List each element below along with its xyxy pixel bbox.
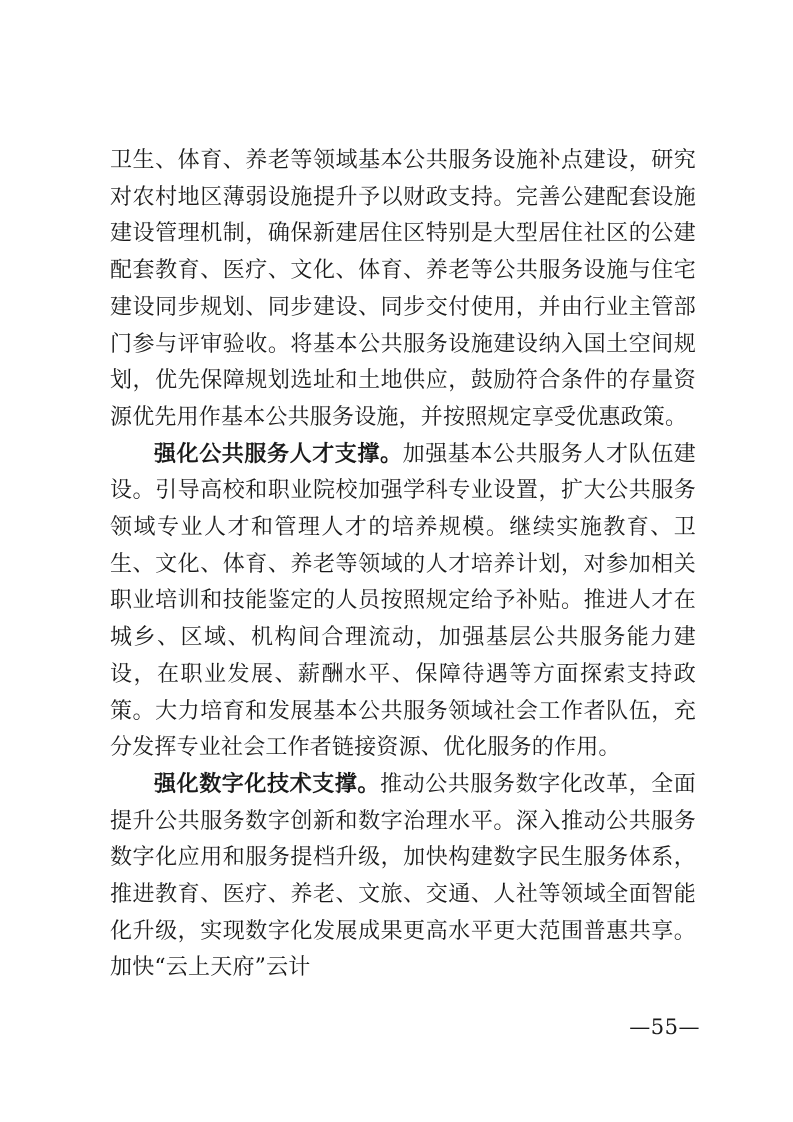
page-number: —55— bbox=[629, 1015, 700, 1039]
paragraph-text: 推动公共服务数字化改革，全面提升公共服务数字创新和数字治理水平。深入推动公共服务数字化应用和服务提档升级，加快构建数字民生服务体系，推进教育、医疗、养老、文旅、交通、人社等领域全面智能化升级，实现数字化发展成果更高水平更大范围普惠共享。加快“云上天府”云计 bbox=[110, 771, 696, 981]
paragraph-text: 加强基本公共服务人才队伍建设。引导高校和职业院校加强学科专业设置，扩大公共服务领域专业人才和管理人才的培养规模。继续实施教育、卫生、文化、体育、养老等领域的人才培养计划，对参加相关职业培训和技能鉴定的人员按照规定给予补贴。推进人才在城乡、区域、机构间合理流动，加强基层公共服务能力建设，在职业发展、薪酬水平、保障待遇等方面探索支持政策。大力培育和发展基本公共服务领域社会工作者队伍，充分发挥专业社会工作者链接资源、优化服务的作用。 bbox=[110, 441, 697, 761]
paragraph-facilities bbox=[110, 143, 696, 437]
paragraph-talent-support bbox=[110, 437, 696, 767]
paragraph-heading: 强化数字化技术支撑。 bbox=[154, 771, 380, 797]
paragraph-text: 卫生、体育、养老等领域基本公共服务设施补点建设，研究对农村地区薄弱设施提升予以财政支持。完善公建配套设施建设管理机制，确保新建居住区特别是大型居住社区的公建配套教育、医疗、文化、体育、养老等公共服务设施与住宅建设同步规划、同步建设、同步交付使用，并由行业主管部门参与评审验收。将基本公共服务设施建设纳入国土空间规划，优先保障规划选址和土地供应，鼓励符合条件的存量资源优先用作基本公共服务设施，并按照规定享受优惠政策。 bbox=[110, 148, 696, 430]
paragraph-digital-support bbox=[110, 767, 696, 987]
paragraph-heading: 强化公共服务人才支撑。 bbox=[154, 441, 403, 467]
document-body bbox=[110, 143, 696, 987]
